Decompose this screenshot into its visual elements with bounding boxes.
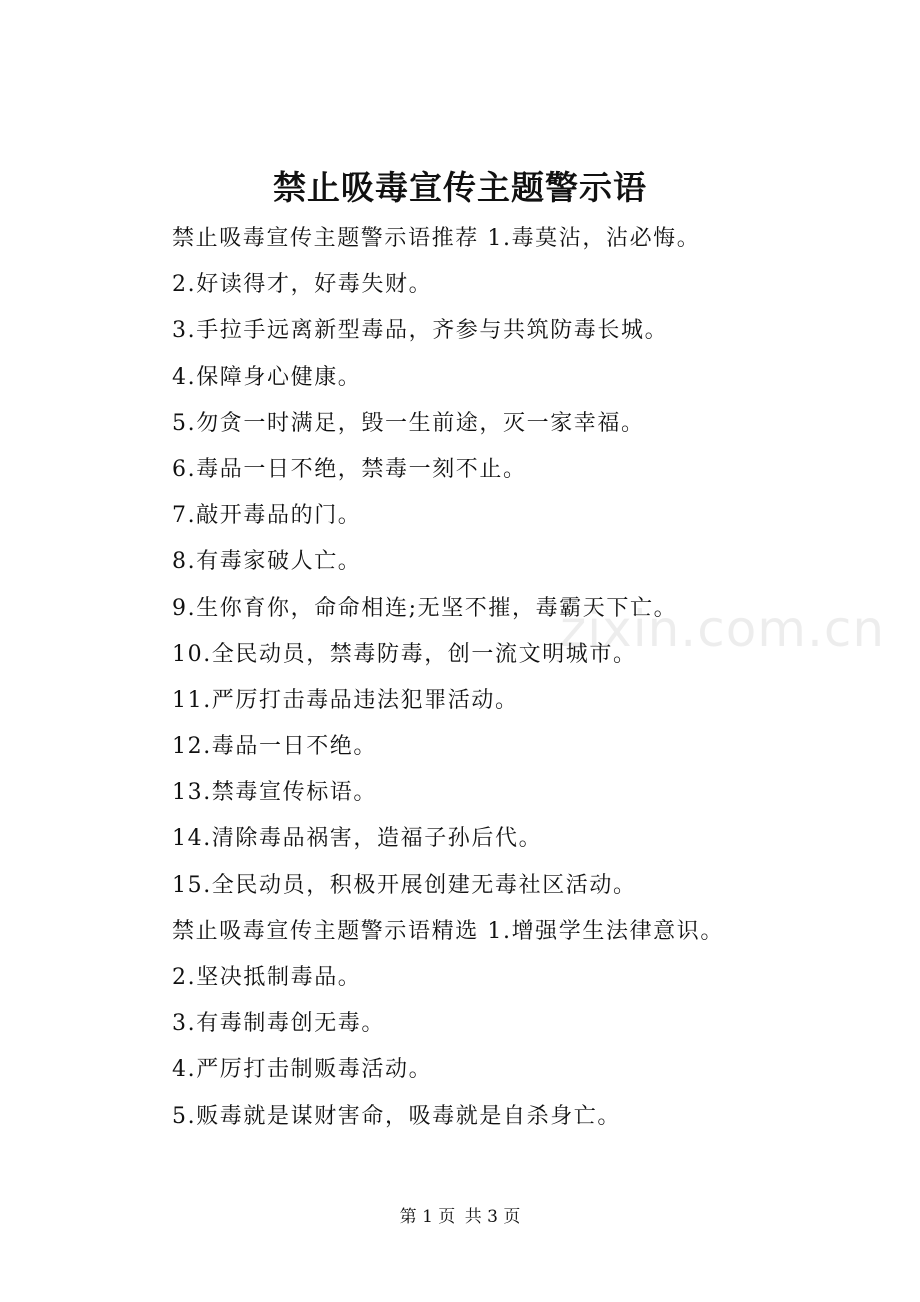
text-line: 6.毒品一日不绝，禁毒一刻不止。 xyxy=(172,456,527,482)
text-line: 14.清除毒品祸害，造福子孙后代。 xyxy=(172,826,543,852)
text-line: 3.手拉手远离新型毒品，齐参与共筑防毒长城。 xyxy=(172,318,669,344)
text-line: 15.全民动员，积极开展创建无毒社区活动。 xyxy=(172,872,637,898)
text-line: 7.敲开毒品的门。 xyxy=(172,503,362,529)
text-line: 12.毒品一日不绝。 xyxy=(172,734,377,760)
text-line: 9.生你育你，命命相连;无坚不摧，毒霸天下亡。 xyxy=(172,595,678,621)
page-total: 共 3 页 xyxy=(464,1207,521,1227)
watermark: zixin.com.cn xyxy=(560,600,886,658)
text-line: 5.贩毒就是谋财害命，吸毒就是自杀身亡。 xyxy=(172,1103,621,1129)
text-line: 8.有毒家破人亡。 xyxy=(172,549,362,575)
text-line: 禁止吸毒宣传主题警示语精选 1.增强学生法律意识。 xyxy=(172,918,724,944)
page-footer xyxy=(0,1202,920,1227)
text-line: 3.有毒制毒创无毒。 xyxy=(172,1011,385,1037)
text-line: 2.坚决抵制毒品。 xyxy=(172,965,362,990)
text-line: 13.禁毒宣传标语。 xyxy=(172,780,377,806)
page-number: 第 1 页 xyxy=(399,1207,456,1227)
text-line: 5.勿贪一时满足，毁一生前途，灭一家幸福。 xyxy=(172,410,645,436)
text-line: 10.全民动员，禁毒防毒，创一流文明城市。 xyxy=(172,641,637,667)
text-line: 4.严厉打击制贩毒活动。 xyxy=(172,1057,433,1083)
text-line: 2.好读得才，好毒失财。 xyxy=(172,272,433,298)
slogan-list xyxy=(172,216,892,1140)
text-line: 4.保障身心健康。 xyxy=(172,364,362,390)
document-title: 禁止吸毒宣传主题警示语 xyxy=(273,168,647,207)
text-line: 禁止吸毒宣传主题警示语推荐 1.毒莫沾，沾必悔。 xyxy=(172,226,701,251)
text-line: 11.严厉打击毒品违法犯罪活动。 xyxy=(172,687,519,713)
